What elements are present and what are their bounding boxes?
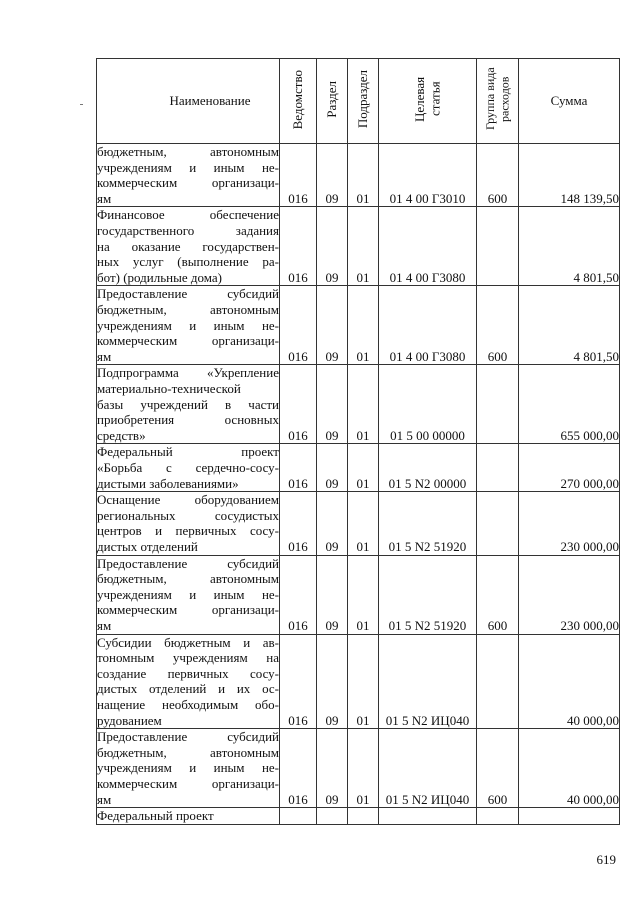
row-celevaya-statya (379, 286, 477, 365)
scan-mark (80, 104, 83, 105)
table-row (97, 808, 620, 825)
row-name-line: региональных сосудистых (97, 507, 279, 523)
row-razdel-value: 09 (325, 475, 339, 491)
row-gruppa (477, 555, 519, 634)
row-razdel (317, 144, 348, 207)
row-name-line: Предоставление субсидий (97, 555, 279, 571)
row-vedomstvo (280, 286, 317, 365)
row-razdel-value: 09 (325, 427, 339, 443)
row-gruppa-value: 600 (487, 190, 508, 206)
row-name-line: центров и первичных сосу- (97, 523, 279, 539)
row-podrazdel (348, 729, 379, 808)
row-summa-value: 40 000,00 (567, 791, 619, 807)
table-row (97, 286, 620, 365)
row-name-line: Предоставление субсидий (97, 286, 279, 302)
table-row (97, 144, 620, 207)
row-summa (519, 808, 620, 825)
row-name-line: бюджетным, автономным (97, 571, 279, 587)
row-name-line: коммерческим организаци- (97, 333, 279, 349)
row-razdel (317, 365, 348, 444)
row-gruppa (477, 286, 519, 365)
header-name: Наименование (97, 59, 280, 144)
row-name-line: базы учреждений в части (97, 396, 279, 412)
row-name (97, 808, 280, 825)
page-number: 619 (596, 852, 616, 867)
row-podrazdel (348, 492, 379, 555)
row-vedomstvo (280, 729, 317, 808)
row-summa (519, 729, 620, 808)
row-name-line: средств» (97, 427, 146, 443)
row-podrazdel-value: 01 (356, 538, 370, 554)
header-celevaya-statya: Целевая статья (379, 59, 477, 144)
row-razdel-value: 09 (325, 269, 339, 285)
row-name-line: государственного задания (97, 222, 279, 238)
header-razdel: Раздел (317, 59, 348, 144)
row-celevaya-statya (379, 207, 477, 286)
row-razdel (317, 444, 348, 492)
row-vedomstvo-value: 016 (288, 791, 308, 807)
row-name-line: коммерческим организаци- (97, 775, 279, 791)
row-razdel (317, 634, 348, 729)
row-name (97, 207, 280, 286)
row-name-line: ям (97, 791, 112, 807)
row-razdel-value: 09 (325, 538, 339, 554)
row-name-line: ных услуг (выполнение ра- (97, 254, 279, 270)
row-celevaya-statya-value: 01 5 N2 51920 (388, 617, 467, 633)
row-celevaya-statya (379, 729, 477, 808)
row-celevaya-statya (379, 555, 477, 634)
header-summa: Сумма (519, 59, 620, 144)
row-gruppa (477, 729, 519, 808)
row-celevaya-statya (379, 144, 477, 207)
row-gruppa (477, 634, 519, 729)
row-vedomstvo-value: 016 (288, 269, 308, 285)
row-podrazdel-value: 01 (356, 475, 370, 491)
row-name (97, 286, 280, 365)
row-summa (519, 365, 620, 444)
row-vedomstvo (280, 444, 317, 492)
row-vedomstvo (280, 492, 317, 555)
row-name-line: бюджетным, автономным (97, 144, 279, 159)
row-name-line: учреждениям и иным не- (97, 159, 279, 175)
row-podrazdel-value: 01 (356, 712, 370, 728)
row-summa-value: 4 801,50 (573, 269, 619, 285)
row-celevaya-statya-value: 01 4 00 Г3080 (389, 269, 466, 285)
row-name-line: бот) (родильные дома) (97, 269, 222, 285)
row-podrazdel-value: 01 (356, 269, 370, 285)
row-podrazdel-value: 01 (356, 190, 370, 206)
row-vedomstvo-value: 016 (288, 348, 308, 364)
row-summa-value: 4 801,50 (573, 348, 619, 364)
table-row (97, 555, 620, 634)
row-razdel (317, 729, 348, 808)
budget-table (96, 58, 620, 825)
row-razdel-value: 09 (325, 617, 339, 633)
row-name-line: ям (97, 617, 112, 633)
row-name-line: Предоставление субсидий (97, 729, 279, 745)
row-razdel (317, 286, 348, 365)
row-celevaya-statya-value: 01 5 N2 00000 (388, 475, 467, 491)
row-celevaya-statya-value: 01 5 N2 ИЦ040 (385, 791, 470, 807)
header-gruppa-vida-rashodov: Группа вида расходов (477, 59, 519, 144)
row-summa-value: 270 000,00 (560, 475, 619, 491)
row-vedomstvo-value: 016 (288, 427, 308, 443)
row-summa (519, 144, 620, 207)
row-name-line: учреждениям и иным не- (97, 586, 279, 602)
row-name-line: материально-технической (97, 380, 241, 396)
row-celevaya-statya-value: 01 5 N2 ИЦ040 (385, 712, 470, 728)
row-name-line: Финансовое обеспечение (97, 207, 279, 223)
row-gruppa (477, 207, 519, 286)
row-celevaya-statya (379, 808, 477, 825)
row-name (97, 634, 280, 729)
row-podrazdel-value: 01 (356, 617, 370, 633)
row-podrazdel (348, 207, 379, 286)
row-razdel (317, 207, 348, 286)
table-row (97, 634, 620, 729)
row-name-line: бюджетным, автономным (97, 744, 279, 760)
row-name-line: коммерческим организаци- (97, 175, 279, 191)
row-name (97, 144, 280, 207)
header-vedomstvo: Ведомство (280, 59, 317, 144)
header-row (97, 59, 620, 144)
row-summa (519, 492, 620, 555)
row-vedomstvo (280, 365, 317, 444)
row-razdel-value: 09 (325, 348, 339, 364)
row-podrazdel-value: 01 (356, 348, 370, 364)
row-podrazdel (348, 808, 379, 825)
row-summa (519, 286, 620, 365)
row-celevaya-statya-value: 01 4 00 Г3080 (389, 348, 466, 364)
row-name-line: дистыми заболеваниями» (97, 475, 239, 491)
row-name-line: «Борьба с сердечно-сосу- (97, 459, 279, 475)
row-gruppa-value: 600 (487, 348, 508, 364)
row-summa (519, 634, 620, 729)
row-summa-value: 655 000,00 (560, 427, 619, 443)
row-podrazdel-value: 01 (356, 427, 370, 443)
row-podrazdel (348, 286, 379, 365)
row-name-line: бюджетным, автономным (97, 301, 279, 317)
row-name-line: нащение необходимым обо- (97, 696, 279, 712)
row-name-line: дистых отделений и их ос- (97, 681, 279, 697)
row-celevaya-statya (379, 444, 477, 492)
table-row (97, 729, 620, 808)
row-vedomstvo (280, 808, 317, 825)
table-row (97, 207, 620, 286)
row-summa (519, 207, 620, 286)
row-gruppa (477, 492, 519, 555)
row-podrazdel-value: 01 (356, 791, 370, 807)
row-name (97, 729, 280, 808)
row-name-line: тономным учреждениям на (97, 650, 279, 666)
row-name-line: учреждениям и иным не- (97, 317, 279, 333)
row-name-line: коммерческим организаци- (97, 602, 279, 618)
row-name-line: Подпрограмма «Укрепление (97, 365, 279, 381)
row-summa (519, 555, 620, 634)
row-razdel (317, 492, 348, 555)
header-podrazdel: Подраздел (348, 59, 379, 144)
row-celevaya-statya (379, 634, 477, 729)
row-name-line: рудованием (97, 712, 162, 728)
row-name (97, 555, 280, 634)
row-gruppa (477, 365, 519, 444)
table-row (97, 492, 620, 555)
row-celevaya-statya (379, 365, 477, 444)
row-podrazdel (348, 634, 379, 729)
row-vedomstvo (280, 144, 317, 207)
row-name-line: приобретения основных (97, 412, 279, 428)
row-name-line: дистых отделений (97, 538, 198, 554)
row-razdel (317, 808, 348, 825)
row-celevaya-statya-value: 01 5 N2 51920 (388, 538, 467, 554)
row-razdel-value: 09 (325, 791, 339, 807)
row-name-line: Федеральный проект (97, 444, 279, 460)
table-row (97, 444, 620, 492)
row-podrazdel (348, 555, 379, 634)
row-name-line: учреждениям и иным не- (97, 760, 279, 776)
row-name-line: на оказание государствен- (97, 238, 279, 254)
row-name-line: создание первичных сосу- (97, 665, 279, 681)
row-name (97, 444, 280, 492)
row-celevaya-statya-value: 01 5 00 00000 (390, 427, 465, 443)
row-summa (519, 444, 620, 492)
table-body (97, 144, 620, 825)
row-summa-value: 230 000,00 (560, 538, 619, 554)
row-summa-value: 148 139,50 (560, 190, 619, 206)
row-gruppa (477, 808, 519, 825)
row-razdel (317, 555, 348, 634)
row-razdel-value: 09 (325, 190, 339, 206)
row-gruppa (477, 444, 519, 492)
row-name (97, 492, 280, 555)
row-vedomstvo (280, 634, 317, 729)
row-name-line: Федеральный проект (97, 808, 214, 824)
row-gruppa (477, 144, 519, 207)
row-celevaya-statya-value: 01 4 00 Г3010 (389, 190, 466, 206)
row-name (97, 365, 280, 444)
row-vedomstvo (280, 207, 317, 286)
row-vedomstvo-value: 016 (288, 475, 308, 491)
row-vedomstvo-value: 016 (288, 617, 308, 633)
row-vedomstvo-value: 016 (288, 190, 308, 206)
row-celevaya-statya (379, 492, 477, 555)
row-vedomstvo-value: 016 (288, 712, 308, 728)
row-summa-value: 230 000,00 (560, 617, 619, 633)
row-gruppa-value: 600 (487, 617, 508, 633)
row-podrazdel (348, 144, 379, 207)
row-name-line: Субсидии бюджетным и ав- (97, 634, 279, 650)
row-summa-value: 40 000,00 (567, 712, 619, 728)
row-gruppa-value: 600 (487, 791, 508, 807)
table-row (97, 365, 620, 444)
row-razdel-value: 09 (325, 712, 339, 728)
row-podrazdel (348, 365, 379, 444)
row-name-line: Оснащение оборудованием (97, 492, 279, 508)
row-podrazdel (348, 444, 379, 492)
row-name-line: ям (97, 348, 112, 364)
row-name-line: ям (97, 190, 112, 206)
budget-table-container (96, 58, 620, 825)
row-vedomstvo-value: 016 (288, 538, 308, 554)
row-vedomstvo (280, 555, 317, 634)
